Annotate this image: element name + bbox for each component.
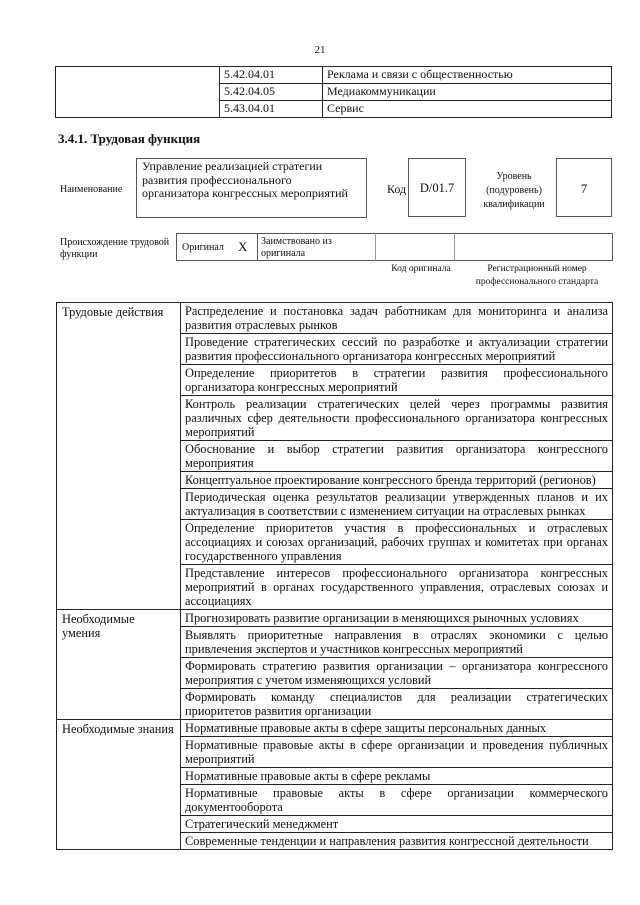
level-box (556, 158, 612, 217)
level-label: Уровень (подуровень) квалификации (483, 171, 545, 210)
origin-label: Происхождение трудовой функции (60, 237, 170, 260)
section-item: Нормативные правовые акты в сфере организации и проведения публичных мероприятий (181, 737, 613, 768)
section-item: Проведение стратегических сессий по разработке и актуализации стратегии развития профессионального организатора конгрессных мероприятий (181, 334, 613, 365)
section-item: Современные тенденции и направления развития конгрессной деятельности (181, 833, 613, 850)
name-cell: Сервис (323, 101, 612, 118)
section-item: Выявлять приоритетные направления в отраслях экономики с целью привлечения экспертов и участников конгрессных мероприятий (181, 627, 613, 658)
code-cell: 5.42.04.05 (220, 84, 323, 101)
section-heading: Необходимые знания (57, 720, 181, 850)
function-name-box (136, 158, 367, 218)
page-number: 21 (314, 44, 326, 56)
original-label: Оригинал (182, 242, 224, 253)
section-item: Представление интересов профессионального организатора конгрессных мероприятий в органах государственного управления, отраслевых союзах и ассоциациях (181, 565, 613, 610)
function-code-box (408, 158, 466, 217)
divider (375, 233, 376, 261)
section-item: Периодическая оценка результатов реализации утвержденных планов и их актуализация в соответствии с изменением ситуации на отраслевых рынках (181, 489, 613, 520)
divider (257, 233, 258, 261)
table-row (57, 303, 613, 334)
borrowed-label: Заимствовано из оригинала (261, 236, 332, 259)
reg-number-caption: Регистрационный номер профессионального стандарта (475, 264, 599, 287)
table-row (56, 67, 612, 84)
section-item: Концептуальное проектирование конгрессного бренда территорий (регионов) (181, 472, 613, 489)
divider (454, 233, 455, 261)
section-item: Распределение и постановка задач работникам для мониторинга и анализа развития отраслевых рынков (181, 303, 613, 334)
section-item: Определение приоритетов в стратегии развития профессионального организатора конгрессных мероприятий (181, 365, 613, 396)
section-item: Контроль реализации стратегических целей через программы развития различных сфер деятельности профессионального организатора конгрессных мероприятий (181, 396, 613, 441)
function-details-table (56, 302, 613, 850)
level-value: 7 (580, 181, 588, 196)
code-cell: 5.43.04.01 (220, 101, 323, 118)
section-item: Формировать команду специалистов для реализации стратегических приоритетов развития организации (181, 689, 613, 720)
code-cell: 5.42.04.01 (220, 67, 323, 84)
code-original-caption: Код оригинала (391, 264, 451, 274)
section-item: Обоснование и выбор стратегии развития организатора конгрессного мероприятия (181, 441, 613, 472)
table-row (57, 610, 613, 627)
name-cell: Реклама и связи с общественностью (323, 67, 612, 84)
section-heading: Необходимые умения (57, 610, 181, 720)
section-item: Стратегический менеджмент (181, 816, 613, 833)
code-label: Код (387, 182, 407, 196)
section-item: Нормативные правовые акты в сфере защиты персональных данных (181, 720, 613, 737)
section-title: 3.4.1. Трудовая функция (58, 131, 201, 146)
section-item: Прогнозировать развитие организации в меняющихся рыночных условиях (181, 610, 613, 627)
section-item: Нормативные правовые акты в сфере организации коммерческого документооборота (181, 785, 613, 816)
codes-table (55, 66, 612, 118)
name-cell: Медиакоммуникации (323, 84, 612, 101)
name-label: Наименование (60, 184, 123, 195)
table-row (57, 720, 613, 737)
section-item: Определение приоритетов участия в профессиональных и отраслевых ассоциациях и союзах организаций, рабочих группах и комитетах при органах государственного управления (181, 520, 613, 565)
function-code-value: D/01.7 (419, 181, 455, 195)
function-name-value: Управление реализацией стратегии развития профессионального организатора конгрессных мероприятий (142, 159, 348, 200)
section-item: Нормативные правовые акты в сфере рекламы (181, 768, 613, 785)
original-mark: X (238, 239, 248, 254)
blank-cell (56, 67, 220, 118)
section-item: Формировать стратегию развития организации – организатора конгрессного мероприятия с учетом изменяющихся условий (181, 658, 613, 689)
section-heading: Трудовые действия (57, 303, 181, 610)
